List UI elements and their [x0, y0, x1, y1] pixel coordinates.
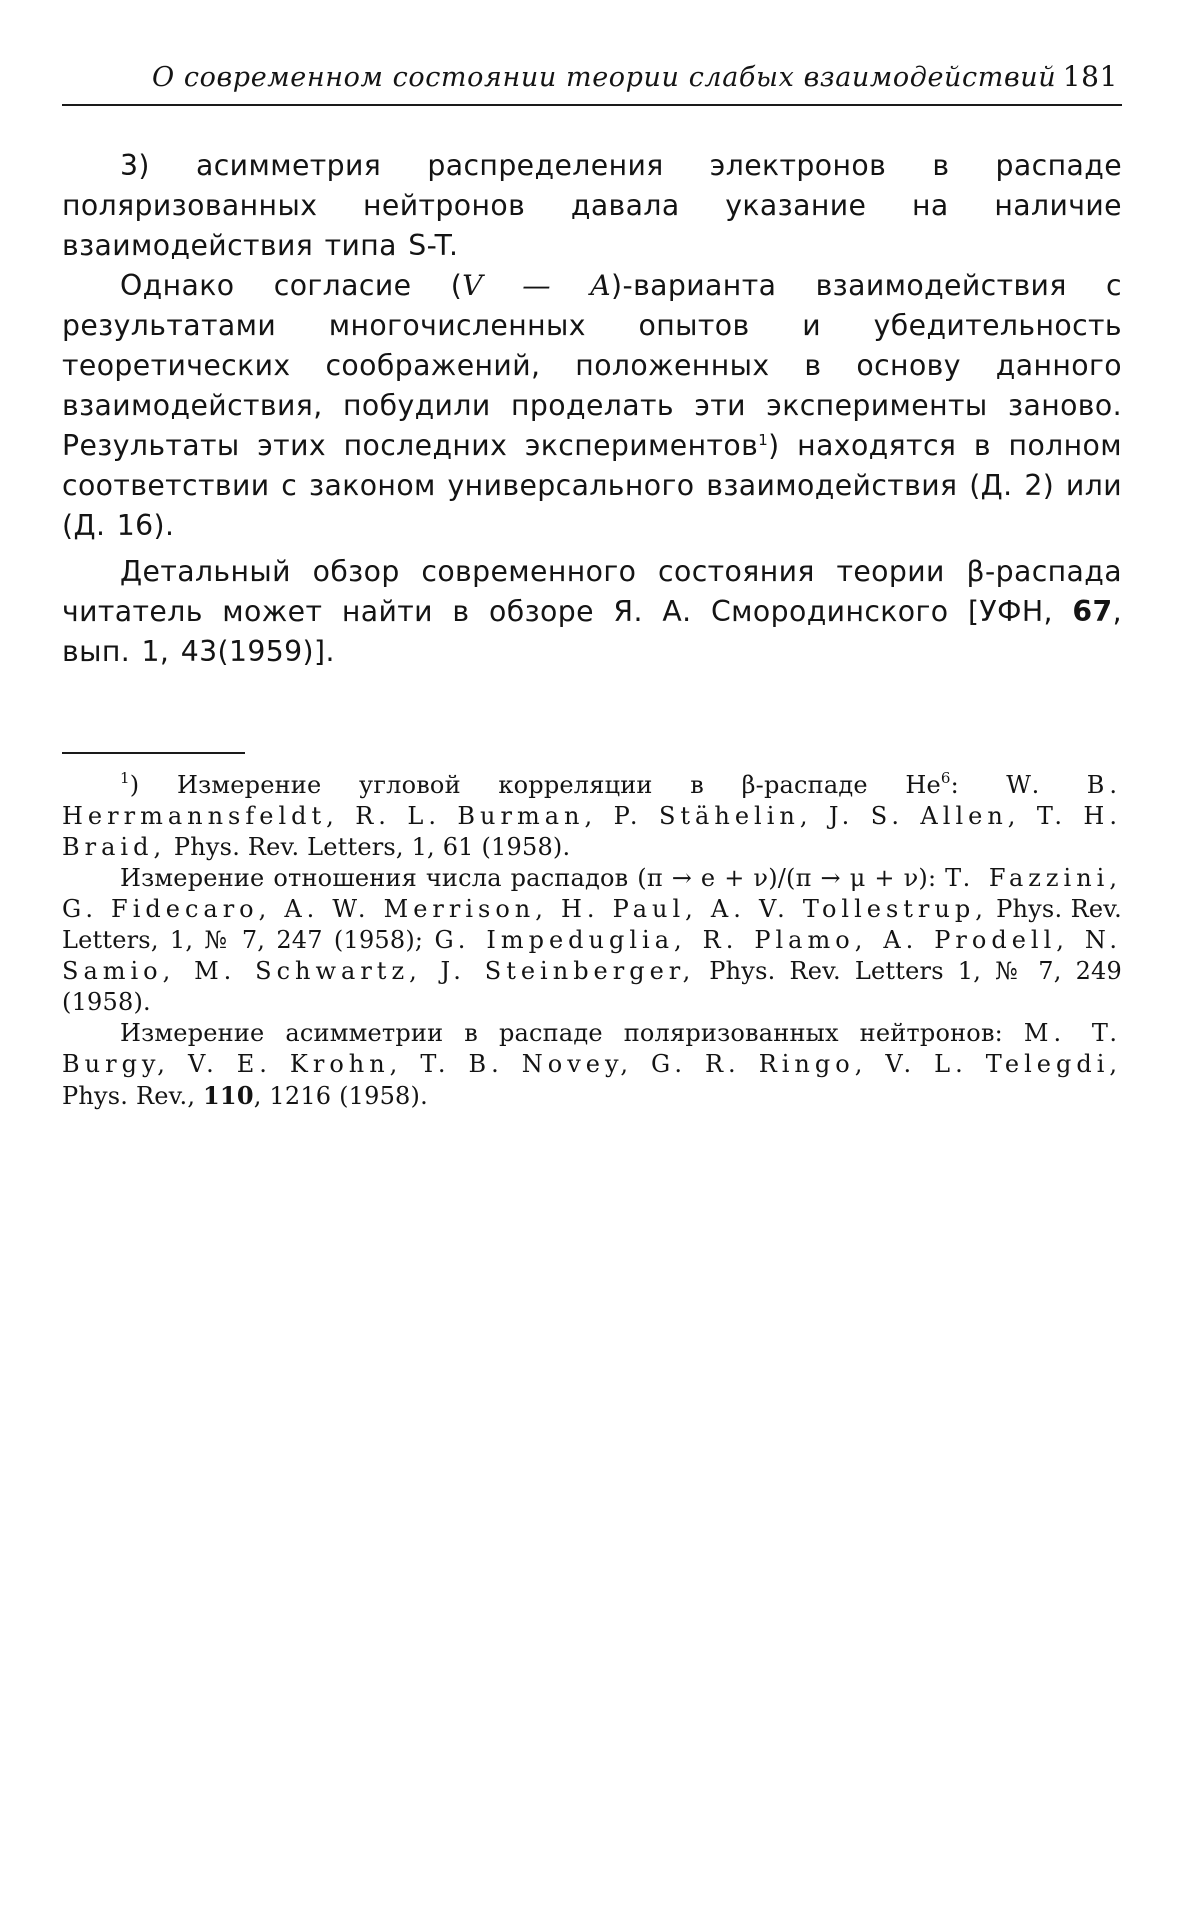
running-head	[62, 52, 1122, 100]
footnote-3-reference-end: , 1216 (1958).	[253, 1082, 428, 1110]
footnote-1-authors: : W. B. Herrmannsfeldt, R. L. Burman, P. Stähelin, J. S. Allen, T. H. Braid,	[62, 771, 1122, 861]
paragraph-2	[62, 266, 1122, 546]
paragraph-2-end: ) находятся в полном соответствии с законом универсального взаимодействия (Д. 2) или (Д. 16).	[62, 429, 1123, 542]
footnote-3-reference-start: Phys. Rev.,	[62, 1082, 204, 1110]
page-number: 181	[1062, 60, 1118, 93]
paragraph-3-end: , вып. 1, 43(1959)].	[62, 595, 1122, 668]
running-title: О современном состоянии теории слабых взаимодействий	[152, 62, 1057, 93]
footnote-1-text: ) Измерение угловой корреляции в β-распаде He	[129, 771, 941, 799]
main-text	[62, 146, 1122, 672]
footnote-3-authors: M. T. Burgy, V. E. Krohn, T. B. Novey, G. R. Ringo, V. L. Telegdi,	[62, 1019, 1122, 1078]
interaction-formula: V — A	[462, 269, 612, 302]
paragraph-2-middle: )-варианта взаимодействия с результатами многочисленных опытов и убедительность теоретических соображений, положенных в основу данного взаимодействия, побудили проделать эти эксперименты заново. Результаты этих последних экспериментов	[62, 269, 1122, 462]
footnotes	[62, 770, 1122, 1112]
footnote-3-text: Измерение асимметрии в распаде поляризованных нейтронов:	[120, 1019, 1024, 1047]
footnote-2-reference-1: Phys. Rev. Letters, 1, № 7, 247 (1958);	[62, 895, 1122, 954]
footnote-reference-1: 1	[758, 431, 769, 449]
footnote-2-reference-2: Phys. Rev. Letters 1, № 7, 249 (1958).	[62, 957, 1122, 1016]
footnote-2-text: Измерение отношения числа распадов (π → e + ν)/(π → μ + ν):	[120, 864, 946, 892]
footnote-mark-1: 1	[120, 769, 130, 787]
footnote-2-authors-1: T. Fazzini, G. Fidecaro, A. W. Merrison, H. Paul, A. V. Tollestrup,	[62, 864, 1122, 923]
isotope-superscript: 6	[940, 769, 951, 787]
footnote-2-authors-2: G. Impeduglia, R. Plamo, A. Prodell, N. Samio, M. Schwartz, J. Steinberger,	[62, 926, 1122, 985]
footnote-rule	[62, 752, 245, 754]
paragraph-3-start: Детальный обзор современного состояния теории β-распада читатель может найти в обзоре Я. А. Смородинского [УФН,	[62, 555, 1122, 628]
journal-volume: 67	[1072, 595, 1113, 628]
footnote-3	[62, 1018, 1122, 1112]
book-page	[62, 52, 1122, 1112]
header-rule	[62, 104, 1122, 106]
paragraph-1: 3) асимметрия распределения электронов в распаде поляризованных нейтронов давала указание на наличие взаимодействия типа S-T.	[62, 149, 1122, 262]
paragraph-3	[62, 552, 1122, 672]
paragraph-2-start: Однако согласие (	[120, 269, 463, 302]
footnote-1	[62, 770, 1122, 863]
footnote-3-volume: 110	[203, 1081, 254, 1110]
footnote-1-reference: Phys. Rev. Letters, 1, 61 (1958).	[166, 833, 571, 861]
footnote-2	[62, 863, 1122, 1018]
